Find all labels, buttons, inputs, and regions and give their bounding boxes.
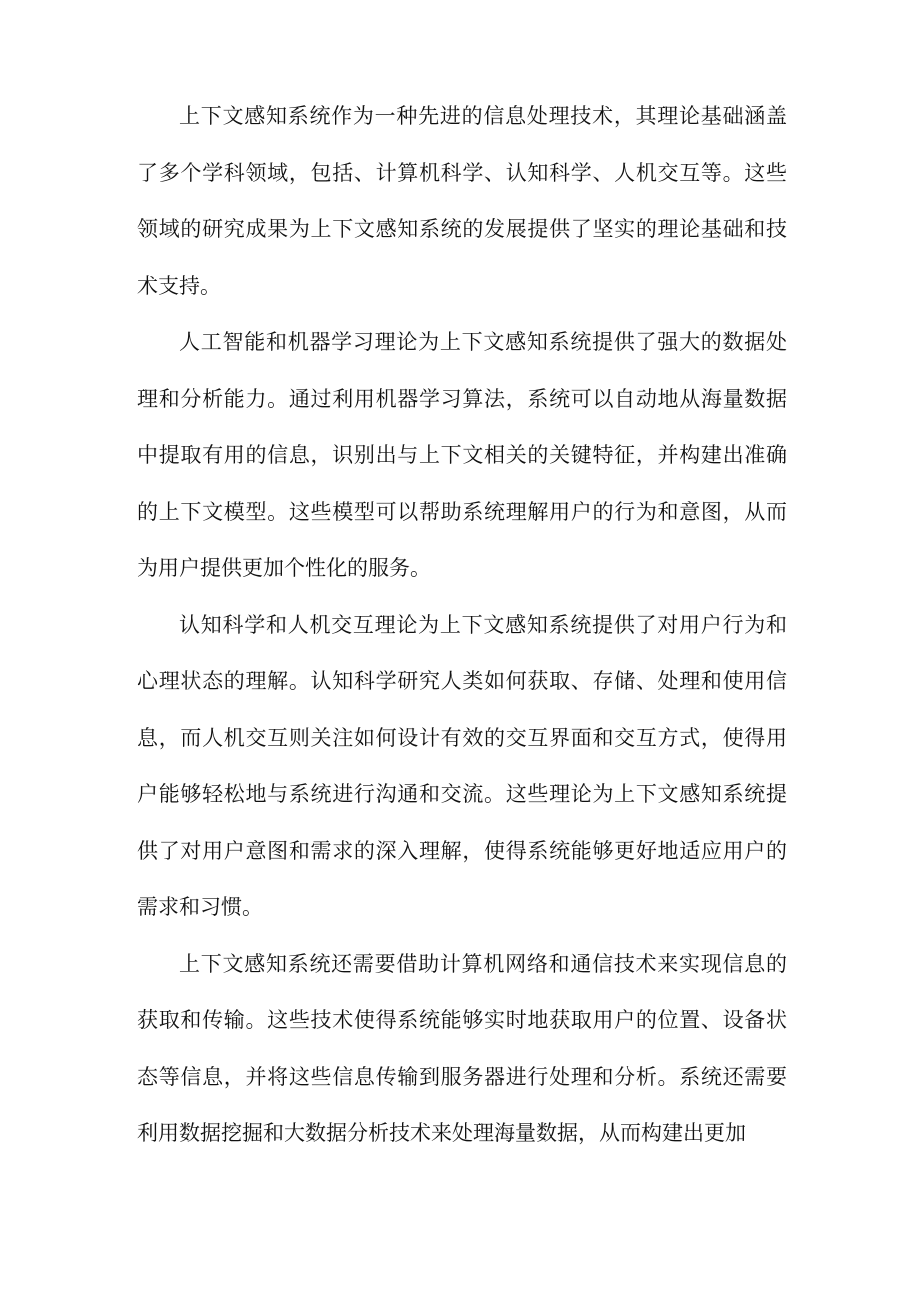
paragraph-4: 上下文感知系统还需要借助计算机网络和通信技术来实现信息的获取和传输。这些技术使得系统能够实时地获取用户的位置、设备状态等信息，并将这些信息传输到服务器进行处理和分析。系统还需要利用数据挖掘和大数据分析技术来处理海量数据，从而构建出更加 <box>137 951 787 1145</box>
paragraph-1: 上下文感知系统作为一种先进的信息处理技术，其理论基础涵盖了多个学科领域，包括、计算机科学、认知科学、人机交互等。这些领域的研究成果为上下文感知系统的发展提供了坚实的理论基础和技术支持。 <box>137 104 787 298</box>
document-body <box>137 88 787 1162</box>
paragraph-2: 人工智能和机器学习理论为上下文感知系统提供了强大的数据处理和分析能力。通过利用机器学习算法，系统可以自动地从海量数据中提取有用的信息，识别出与上下文相关的关键特征，并构建出准确的上下文模型。这些模型可以帮助系统理解用户的行为和意图，从而为用户提供更加个性化的服务。 <box>137 330 787 580</box>
paragraph-3: 认知科学和人机交互理论为上下文感知系统提供了对用户行为和心理状态的理解。认知科学研究人类如何获取、存储、处理和使用信息，而人机交互则关注如何设计有效的交互界面和交互方式，使得用户能够轻松地与系统进行沟通和交流。这些理论为上下文感知系统提供了对用户意图和需求的深入理解，使得系统能够更好地适应用户的需求和习惯。 <box>137 612 787 919</box>
